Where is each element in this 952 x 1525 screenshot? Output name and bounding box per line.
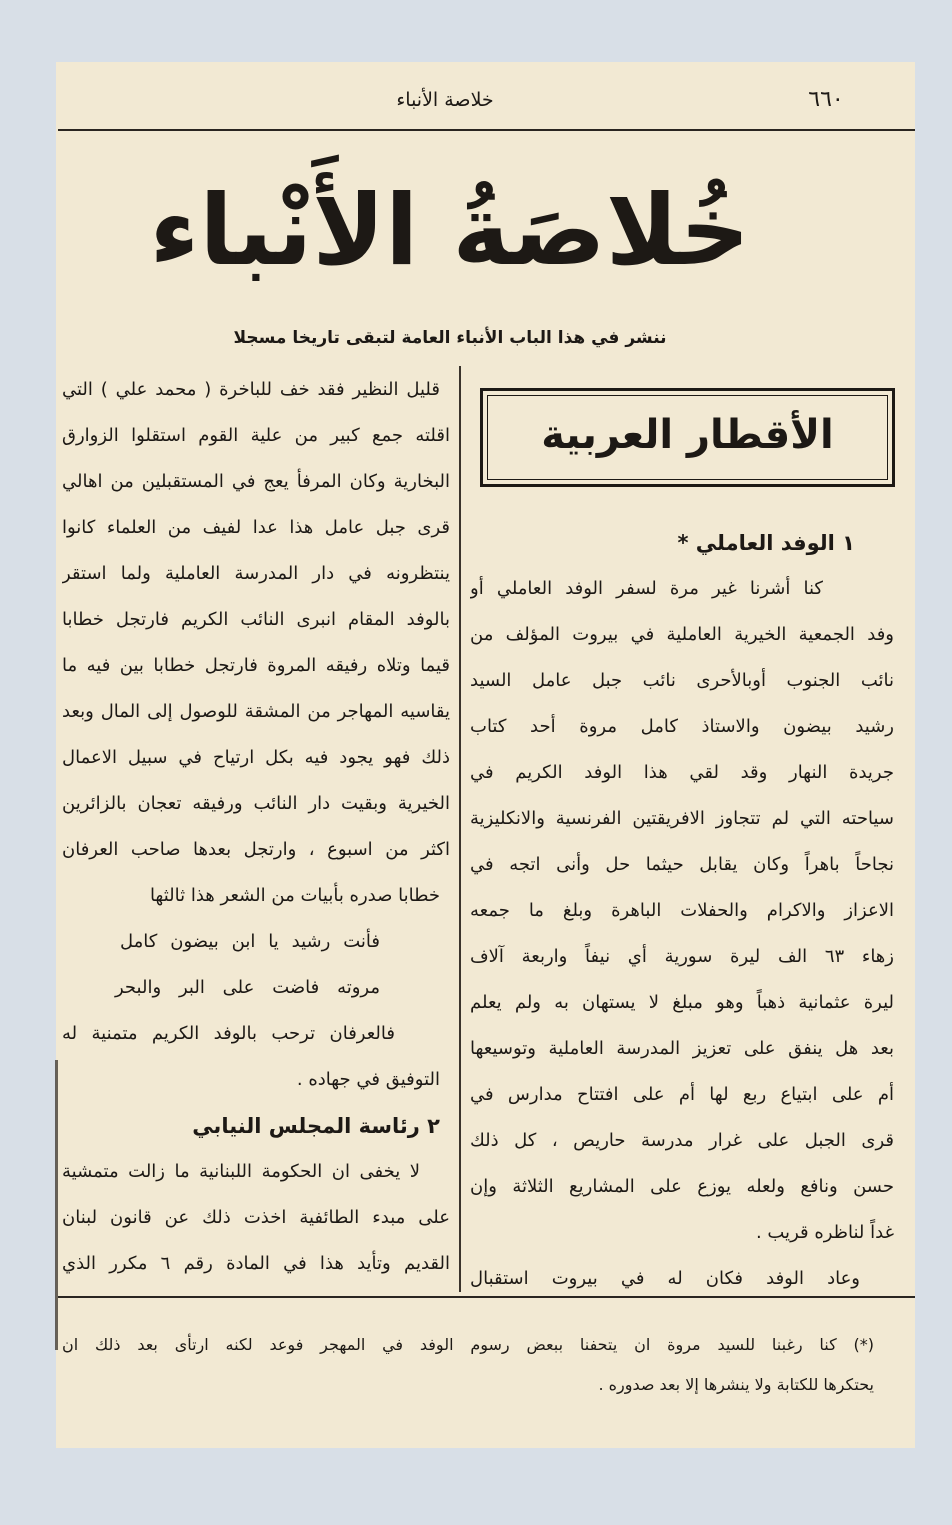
left-column bbox=[62, 367, 454, 1287]
text-line: الاعزاز والاكرام والحفلات الباهرة وبلغ ما جمعه bbox=[470, 900, 894, 921]
section-subtitle: ننشر في هذا الباب الأنباء العامة لتبقى تاريخا مسجلا bbox=[233, 328, 667, 348]
text-line: اقلته جمع كبير من علية القوم استقلوا الزوارق bbox=[62, 425, 450, 446]
region-title-box bbox=[480, 388, 895, 487]
text-line: ذلك فهو يجود فيه بكل ارتياح في سبيل الاعمال bbox=[62, 747, 450, 768]
footnote-rule bbox=[58, 1296, 915, 1298]
verse-line: فأنت رشيد يا ابن بيضون كامل bbox=[120, 931, 380, 952]
text-line: جريدة النهار وقد لقي هذا الوفد الكريم في bbox=[470, 762, 894, 783]
scan-shadow bbox=[55, 1060, 58, 1350]
text-line: كنا أشرنا غير مرة لسفر الوفد العاملي أو bbox=[470, 578, 823, 599]
text-line: ليرة عثمانية ذهباً وهو مبلغ لا يستهان به ولم يعلم bbox=[470, 992, 894, 1013]
text-line: على مبدء الطائفية اخذت ذلك عن قانون لبنان bbox=[62, 1207, 450, 1228]
right-column bbox=[470, 520, 898, 1302]
text-line: قرى الجبل على غرار مدرسة حاريص ، كل ذلك bbox=[470, 1130, 894, 1151]
running-title: خلاصة الأنباء bbox=[396, 89, 494, 111]
text-line: فالعرفان ترحب بالوفد الكريم متمنية له bbox=[62, 1023, 395, 1044]
text-line: سياحته التي لم تتجاوز الافريقتين الفرنسية والانكليزية bbox=[470, 808, 894, 829]
text-line: القديم وتأيد هذا في المادة رقم ٦ مكرر الذي bbox=[62, 1253, 450, 1274]
text-line: بالوفد المقام انبرى النائب الكريم فارتجل خطابا bbox=[62, 609, 450, 630]
text-line: البخارية وكان المرفأ يعج في المستقبلين من اهالي bbox=[62, 471, 450, 492]
verse-line: مروته فاضت على البر والبحر bbox=[115, 977, 380, 998]
header-rule bbox=[58, 129, 915, 131]
footnote-line: يحتكرها للكتابة ولا ينشرها إلا بعد صدوره . bbox=[598, 1375, 874, 1394]
text-line: اكثر من اسبوع ، وارتجل بعدها صاحب العرفان bbox=[62, 839, 450, 860]
text-line: نائب الجنوب أوبالأحرى نائب جبل عامل السيد bbox=[470, 670, 894, 691]
column-divider bbox=[459, 366, 461, 1292]
text-line: نجاحاً باهراً وكان يقابل حيثما حل وأنى اتجه في bbox=[470, 854, 894, 875]
text-line: لا يخفى ان الحكومة اللبنانية ما زالت متمشية bbox=[62, 1161, 420, 1182]
region-title: الأقطار العربية bbox=[541, 412, 834, 458]
text-line: وفد الجمعية الخيرية العاملية في بيروت المؤلف من bbox=[470, 624, 894, 645]
text-line: وعاد الوفد فكان له في بيروت استقبال bbox=[470, 1268, 860, 1289]
text-line: زهاء ٦٣ الف ليرة سورية أي نيفاً واربعة آلاف bbox=[470, 946, 894, 967]
text-line: الخيرية وبقيت دار النائب ورفيقه تعجان بالزائرين bbox=[62, 793, 450, 814]
article-heading: ١ الوفد العاملي * bbox=[677, 531, 855, 555]
section-title: خُلاصَةُ الأَنْباء bbox=[150, 173, 750, 287]
text-line: خطابا صدره بأبيات من الشعر هذا ثالثها bbox=[149, 885, 440, 906]
text-line: بعد هل ينفق على تعزيز المدرسة العاملية وتوسيعها bbox=[470, 1038, 894, 1059]
footnote-line: (*) كنا رغبنا للسيد مروة ان يتحفنا ببعض رسوم الوفد في المهجر فوعد لكنه ارتأى بعد ذلك ان bbox=[62, 1335, 874, 1354]
footnote bbox=[62, 1325, 874, 1405]
text-line: قيما وتلاه رفيقه المروة فارتجل خطابا بين فيه ما bbox=[62, 655, 450, 676]
page-number: ٦٦٠ bbox=[808, 87, 844, 112]
text-line: قليل النظير فقد خف للباخرة ( محمد علي ) التي bbox=[62, 379, 440, 400]
text-line: يقاسيه المهاجر من المشقة للوصول إلى المال وبعد bbox=[62, 701, 450, 722]
text-line: حسن ونافع ولعله يوزع على المشاريع الثلاثة وإن bbox=[470, 1176, 894, 1197]
text-line: قرى جبل عامل هذا عدا لفيف من العلماء كانوا bbox=[62, 517, 450, 538]
text-line: غداً لناظره قريب . bbox=[755, 1222, 894, 1243]
text-line: أم على ابتياع ربع لها أم على افتتاح مدارس في bbox=[470, 1084, 894, 1105]
article-heading: ٢ رئاسة المجلس النيابي bbox=[192, 1114, 440, 1138]
text-line: رشيد بيضون والاستاذ كامل مروة أحد كتاب bbox=[470, 716, 894, 737]
text-line: ينتظرونه في دار المدرسة العاملية ولما استقر bbox=[62, 563, 450, 584]
text-line: التوفيق في جهاده . bbox=[296, 1069, 440, 1090]
